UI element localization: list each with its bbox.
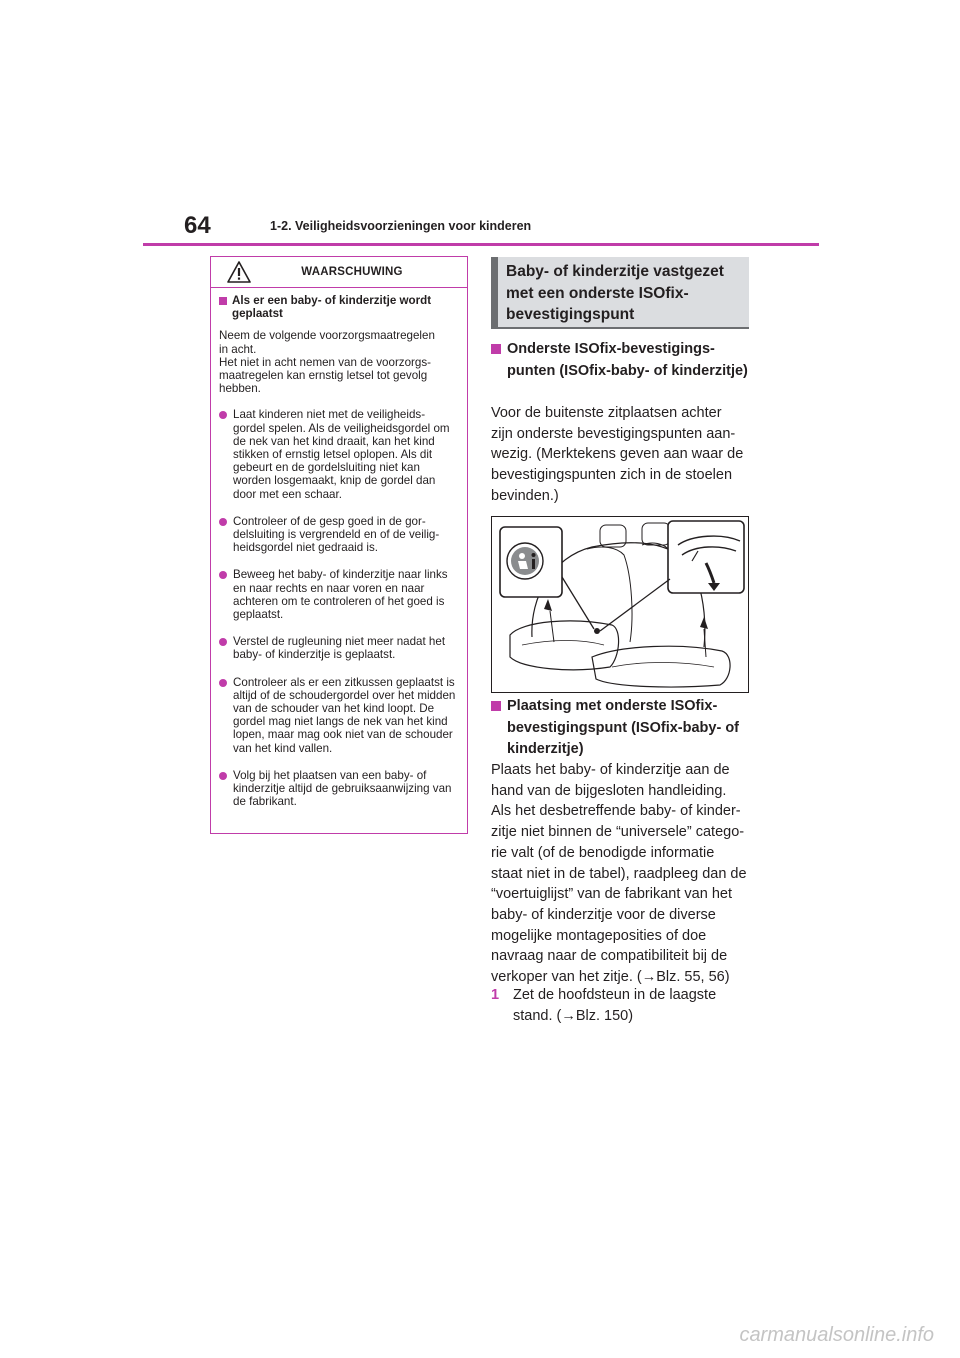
warning-intro-line: in acht. — [219, 342, 257, 356]
warning-bullet-text: Volg bij het plaatsen van een baby- of kinderzitje altijd de gebruiksaanwijzing van de fabrikant. — [233, 768, 452, 809]
round-bullet-icon — [219, 638, 227, 646]
warning-intro-line: Het niet in acht nemen van de voorzorgs- — [219, 355, 432, 369]
warning-body — [211, 288, 467, 809]
step-line: stand. (→Blz. 150) — [513, 1007, 634, 1024]
warning-bullet-text: Laat kinderen niet met de veiligheids-gordel spelen. Als de veiligheidsgordel om de nek van het kind draait, kan het kind stikken of ernstig letsel oplopen. Als dit gebeurt en de gordelsluiting niet kan worden losgemaakt, knip de gordel dan door met een schaar. — [233, 408, 450, 501]
warning-triangle-icon — [227, 261, 251, 283]
paragraph-line: bevestigingspunten zich in de stoelen — [491, 467, 733, 484]
paragraph-line: zitje niet binnen de “universele” catego- — [491, 824, 745, 841]
warning-bullet — [219, 635, 457, 661]
round-bullet-icon — [219, 571, 227, 579]
subsection-heading-placement — [491, 696, 749, 761]
warning-bullet-text: Verstel de rugleuning niet meer nadat het baby- of kinderzitje is geplaatst. — [233, 635, 446, 662]
paragraph-line: hand van de bijgesloten handleiding. — [491, 782, 727, 799]
rear-seat-drawing — [492, 517, 748, 692]
warning-bullet — [219, 408, 457, 500]
subsection-heading-lower-anchors — [491, 339, 749, 382]
warning-bullet-text: Controleer of de gesp goed in de gor-delsluiting is vergrendeld en of de veilig-heidsgordel niet gedraaid is. — [233, 514, 440, 555]
rear-seat-isofix-illustration — [491, 516, 749, 693]
paragraph-line: navraag naar de compatibiliteit bij de — [491, 948, 728, 965]
paragraph-line: Als het desbetreffende baby- of kinder- — [491, 803, 741, 820]
topic-banner: Baby- of kinderzitje vastgezet met een onderste ISOfix-bevestigingspunt — [491, 257, 749, 329]
round-bullet-icon — [219, 518, 227, 526]
paragraph-line: wezig. (Merktekens geven aan waar de — [491, 446, 744, 463]
paragraph-line: “voertuiglijst” van de fabrikant van het — [491, 886, 732, 903]
warning-intro-line: maatregelen kan ernstig letsel tot gevolg — [219, 369, 428, 383]
warning-bullet — [219, 515, 457, 555]
paragraph-line: zijn onderste bevestigingspunten aan- — [491, 425, 736, 442]
warning-box — [210, 256, 468, 834]
round-bullet-icon — [219, 411, 227, 419]
warning-bullet — [219, 676, 457, 755]
warning-bullet — [219, 769, 457, 809]
step-line: Zet de hoofdsteun in de laagste — [513, 987, 717, 1003]
watermark-logo: carmanualsonline.info — [739, 1324, 934, 1346]
warning-title: WAARSCHUWING — [301, 266, 403, 278]
paragraph-placement — [491, 760, 753, 988]
square-bullet-icon — [491, 701, 501, 711]
paragraph-line: staat niet in de tabel), raadpleeg dan de — [491, 865, 747, 882]
warning-bullet — [219, 568, 457, 621]
round-bullet-icon — [219, 772, 227, 780]
paragraph-lower-anchors — [491, 403, 753, 507]
paragraph-line: verkoper van het zitje. (→Blz. 55, 56) — [491, 969, 730, 986]
warning-bullet-text: Beweeg het baby- of kinderzitje naar links en naar rechts en naar voren en naar achteren om te controleren of het goed is geplaatst. — [233, 568, 448, 622]
step-text — [513, 985, 716, 1026]
paragraph-line: bevinden.) — [491, 487, 559, 504]
warning-bullet-text: Controleer als er een zitkussen geplaatst is altijd of de schoudergordel over het midden van de schouder van het kind loopt. De gordel mag niet langs de nek van het kind lopen, maar mag ook niet van de schouder van het kind vallen. — [233, 675, 456, 755]
warning-header — [211, 257, 467, 288]
paragraph-line: Voor de buitenste zitplaatsen achter — [491, 405, 722, 421]
subsection-heading-text: Plaatsing met onderste ISOfix-bevestigingspunt (ISOfix-baby- of kinderzitje) — [507, 698, 740, 757]
warning-subheading — [219, 294, 457, 320]
square-bullet-icon — [219, 297, 227, 305]
warning-intro — [219, 329, 457, 395]
round-bullet-icon — [219, 679, 227, 687]
header-divider — [143, 243, 819, 246]
subsection-heading-text: Onderste ISOfix-bevestigings-punten (ISOfix-baby- of kinderzitje) — [507, 341, 748, 379]
step-1 — [491, 985, 753, 1026]
step-number: 1 — [491, 987, 500, 1003]
warning-intro-line: hebben. — [219, 382, 261, 396]
paragraph-line: rie valt (of de benodigde informatie — [491, 844, 715, 861]
warning-subheading-text: Als er een baby- of kinderzitje wordt geplaatst — [232, 294, 432, 321]
paragraph-line: Plaats het baby- of kinderzitje aan de — [491, 762, 730, 778]
square-bullet-icon — [491, 344, 501, 354]
paragraph-line: baby- of kinderzitje voor de diverse — [491, 906, 716, 923]
section-title: 1-2. Veiligheidsvoorzieningen voor kinderen — [270, 219, 532, 233]
warning-intro-line: Neem de volgende voorzorgsmaatregelen — [219, 329, 435, 343]
page-number: 64 — [184, 212, 211, 239]
paragraph-line: mogelijke montageposities of doe — [491, 927, 707, 944]
